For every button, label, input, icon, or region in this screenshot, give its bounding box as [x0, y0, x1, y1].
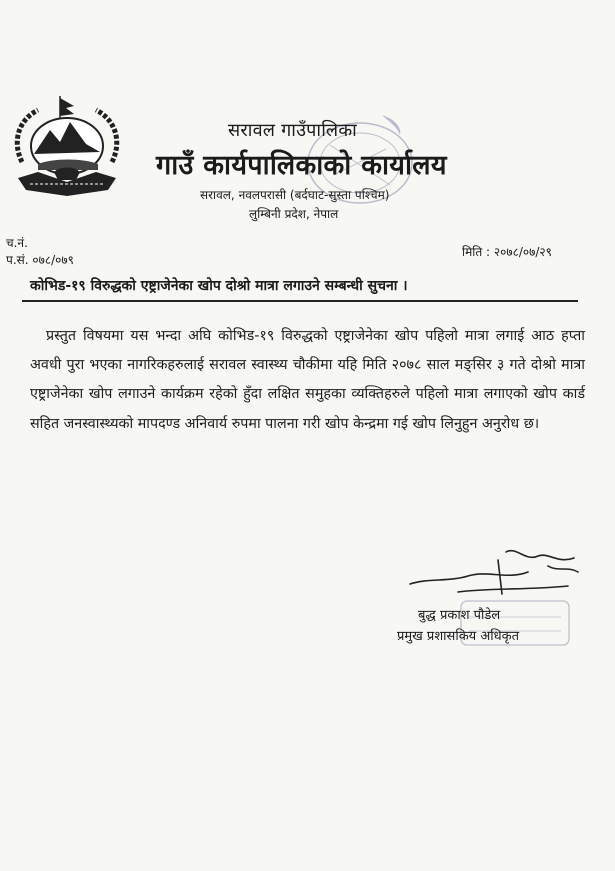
- notice-subject: कोभिड-१९ विरुद्धको एष्ट्राजेनेका खोप दोश्रो मात्रा लगाउने सम्बन्धी सुचना ।: [30, 278, 408, 294]
- subject-underline: [22, 300, 578, 302]
- municipality-name: सरावल गाउँपालिका: [228, 120, 358, 141]
- office-name: गाउँ कार्यपालिकाको कार्यालय: [156, 150, 447, 181]
- signatory-title: प्रमुख प्रशासकिय अधिकृत: [397, 629, 520, 644]
- address-line-1: सरावल, नवलपरासी (बर्दघाट-सुस्ता पश्चिम): [200, 188, 390, 202]
- pa-sa-number: प.सं. ०७८/०७९: [6, 253, 74, 267]
- notice-body: [30, 322, 585, 439]
- cha-number: च.नं.: [6, 236, 28, 250]
- notice-date: मिति : २०७८/०७/२९: [462, 245, 552, 259]
- notice-body-text: प्रस्तुत विषयमा यस भन्दा अघि कोभिड-१९ विरुद्धको एष्ट्राजेनेका खोप पहिलो मात्रा लगाई आठ हप्ता अवधी पुरा भएका नागरिकहरुलाई सरावल स्वास्थ्य चौकीमा यहि मिति २०७८ साल मङ्सिर ३ गते दोश्रो मात्रा एष्ट्राजेनेका खोप लगाउने कार्यक्रम रहेको हुँदा लक्षित समुहका व्यक्तिहरुले पहिलो मात्रा लगाएको खोप कार्ड सहित जनस्वास्थ्यको मापदण्ड अनिवार्य रुपमा पालना गरी खोप केन्द्रमा गई खोप लिनुहुन अनुरोध छ।: [30, 328, 585, 432]
- officer-stamp-icon: [455, 595, 575, 655]
- nepal-emblem-icon: [8, 92, 126, 200]
- handwritten-signature: [398, 542, 588, 602]
- signatory-name: बुद्ध प्रकाश पौडेल: [418, 608, 501, 623]
- address-line-2: लुम्बिनी प्रदेश, नेपाल: [249, 207, 339, 221]
